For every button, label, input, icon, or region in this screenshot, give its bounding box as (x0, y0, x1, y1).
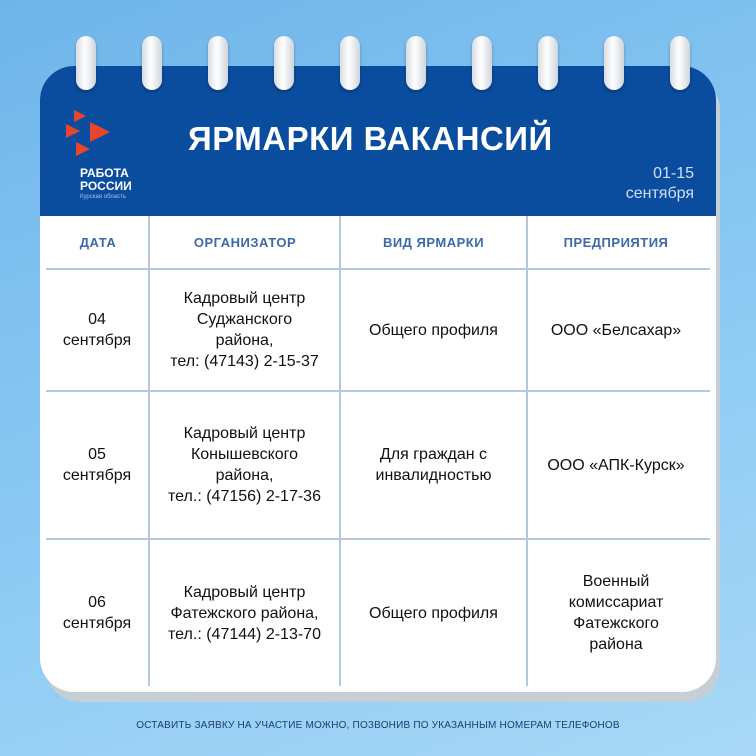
table-cell-companies (528, 270, 704, 390)
date-range-days: 01-15 (653, 165, 694, 182)
table-cell-fair-type (341, 540, 526, 686)
binder-ring (340, 36, 360, 90)
date-month: сентября (62, 467, 132, 484)
table-cell-date (46, 392, 148, 538)
logo-text-line2: РОССИИ (80, 179, 132, 193)
date-day: 06 (88, 594, 106, 611)
binder-ring (604, 36, 624, 90)
table-cell-organizer (150, 540, 339, 686)
company-line: комиссариат (568, 594, 664, 611)
table-cell-companies (528, 540, 704, 686)
binder-ring (472, 36, 492, 90)
organizer-line: Суджанского (196, 311, 293, 328)
organizer-line: Фатежского района, (170, 604, 319, 622)
logo-text-line1: РАБОТА (80, 166, 129, 180)
binder-ring (142, 36, 162, 90)
organizer-line: Кадровый центр (183, 583, 306, 601)
company-line: ООО «АПК-Курск» (547, 456, 685, 474)
binder-ring (274, 36, 294, 90)
company-line: района (589, 636, 643, 653)
company-line: ООО «Белсахар» (550, 321, 682, 339)
binder-ring (538, 36, 558, 90)
fair-type-line: Общего профиля (369, 321, 498, 339)
organizer-line: Кадровый центр (183, 290, 306, 307)
binder-ring (208, 36, 228, 90)
table-cell-date (46, 270, 148, 390)
company-line: Фатежского (573, 615, 659, 632)
date-range-month: сентября (625, 185, 694, 202)
page-title: ЯРМАРКИ ВАКАНСИЙ (188, 120, 553, 157)
table-cell-organizer (150, 270, 339, 390)
organizer-line: Кадровый центр (183, 425, 306, 442)
fair-type-line: Общего профиля (369, 604, 498, 622)
footer-note: ОСТАВИТЬ ЗАЯВКУ НА УЧАСТИЕ МОЖНО, ПОЗВОНИВ ПО УКАЗАННЫМ НОМЕРАМ ТЕЛЕФОНОВ (136, 720, 620, 731)
table-cell-fair-type (341, 392, 526, 538)
organizer-phone: тел.: (47144) 2-13-70 (168, 625, 321, 643)
fairs-table (40, 216, 716, 692)
fair-type-line: Для граждан с (379, 446, 488, 463)
logo-region: Курская область (80, 194, 126, 200)
column-header-companies: ПРЕДПРИЯТИЯ (563, 234, 669, 250)
date-range (564, 164, 694, 204)
company-line: Военный (582, 573, 650, 590)
fair-type-line: инвалидностью (375, 467, 492, 484)
date-month: сентября (62, 332, 132, 349)
table-cell-date (46, 540, 148, 686)
binder-ring (670, 36, 690, 90)
table-cell-fair-type (341, 270, 526, 390)
organizer-phone: тел.: (47156) 2-17-36 (168, 488, 321, 505)
rabota-rossii-logo-icon (64, 108, 120, 164)
column-header-fair-type: ВИД ЯРМАРКИ (382, 234, 485, 250)
organizer-phone: тел: (47143) 2-15-37 (170, 353, 319, 370)
table-cell-companies (528, 392, 704, 538)
date-day: 04 (88, 311, 106, 328)
date-month: сентября (62, 615, 132, 632)
column-header-organizer: ОРГАНИЗАТОР (193, 234, 297, 250)
binder-ring (76, 36, 96, 90)
column-header-date: ДАТА (79, 234, 117, 250)
organizer-line: района, (215, 467, 274, 484)
date-day: 05 (88, 446, 106, 463)
binder-ring (406, 36, 426, 90)
organizer-line: Конышевского (190, 446, 299, 463)
organizer-line: района, (215, 332, 274, 349)
table-cell-organizer (150, 392, 339, 538)
